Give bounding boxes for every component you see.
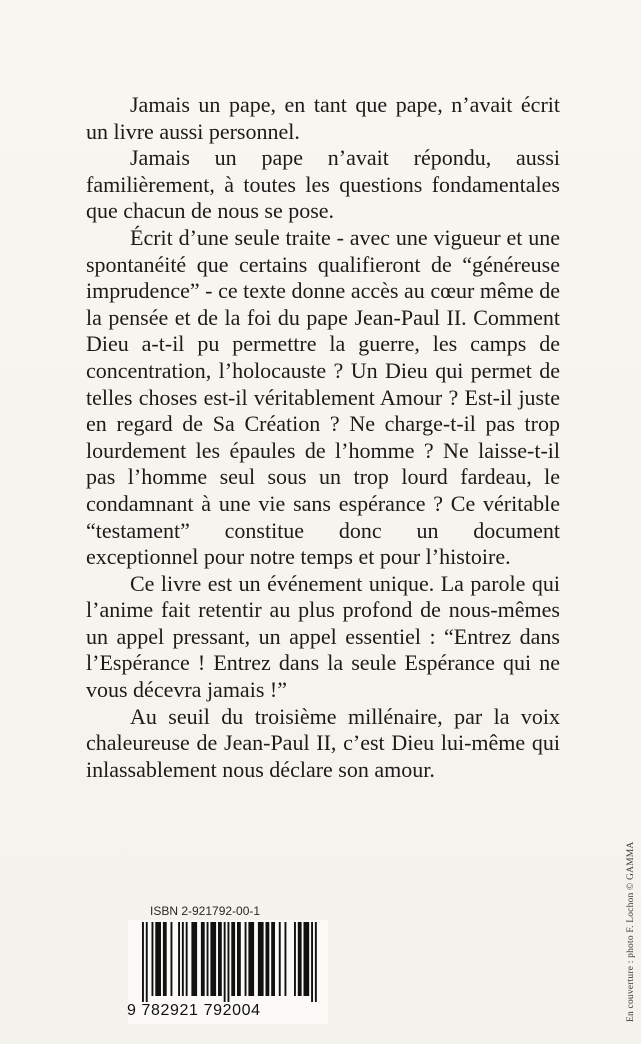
barcode-bar <box>207 922 209 996</box>
barcode-bar <box>315 922 317 1002</box>
barcode-bar <box>182 922 184 996</box>
barcode-bar <box>285 922 287 996</box>
barcode-bar <box>142 922 144 1002</box>
barcode-bar <box>146 922 148 1002</box>
blurb-text <box>86 92 560 783</box>
barcode-bar <box>258 922 264 996</box>
barcode-bar <box>294 922 296 996</box>
barcode-bar <box>155 922 161 996</box>
blurb-paragraph-3: Écrit d’une seule traite - avec une vigueur et une spontanéité que certains qualifieront de “généreuse imprudence” - ce texte donne accès au cœur même de la pensée et de la foi du pape Jean-Paul II. Comment Dieu a-t-il pu permettre la guerre, les camps de concentration, l’holocauste ? Un Dieu qui permet de telles choses est-il véritablement Amour ? Est-il juste en regard de Sa Création ? Ne charge-t-il pas trop lourdement les épaules de l’homme ? Ne laisse-t-il pas l’homme seul sous un trop lourd fardeau, le condamnant à une vie sans espérance ? Ce véritable “testament” constitue donc un document exceptionnel pour notre temps et pour l’histoire. <box>86 224 560 570</box>
barcode-bar <box>171 922 173 996</box>
barcode-bar <box>271 922 275 996</box>
barcode-bar <box>201 922 205 996</box>
barcode-bar <box>231 922 235 996</box>
barcode-bar <box>248 922 254 996</box>
blurb-paragraph-2: Jamais un pape n’avait répondu, aussi familièrement, à toutes les questions fondamentales que chacun de nous se pose. <box>86 145 560 224</box>
blurb-paragraph-1: Jamais un pape, en tant que pape, n’avait écrit un livre aussi personnel. <box>86 92 560 144</box>
barcode-bar <box>266 922 270 996</box>
barcode-image <box>140 922 324 1004</box>
barcode-bar <box>152 922 154 996</box>
barcode-bar <box>224 922 226 1002</box>
barcode-bar <box>178 922 180 996</box>
blurb-paragraph-5: Au seuil du troisième millénaire, par la voix chaleureuse de Jean-Paul II, c’est Dieu lui-même qui inlassablement nous déclare son amour. <box>86 703 560 782</box>
barcode-bar <box>245 922 247 996</box>
barcode-bar <box>191 922 197 996</box>
barcode-bar <box>163 922 167 996</box>
barcode-bar <box>298 922 302 996</box>
barcode-bar <box>304 922 310 996</box>
barcode-bar <box>279 922 281 996</box>
blurb-paragraph-4: Ce livre est un événement unique. La parole qui l’anime fait retentir au plus profond de nous-mêmes un appel pressant, un appel essentiel : “Entrez dans l’Espérance ! Entrez dans la seule Espérance qui ne vous décevra jamais !” <box>86 570 560 703</box>
barcode-bar <box>186 922 188 996</box>
barcode-bar <box>218 922 222 996</box>
isbn-label: ISBN 2-921792-00-1 <box>150 904 261 918</box>
photo-credit: En couverture : photo F. Lochon © GAMMA <box>626 841 636 1022</box>
barcode-bar <box>228 922 230 1002</box>
barcode-bar <box>237 922 241 996</box>
barcode-number: 9 782921 792004 <box>127 1002 261 1019</box>
barcode-bar <box>311 922 313 1002</box>
barcode-bar <box>210 922 216 996</box>
